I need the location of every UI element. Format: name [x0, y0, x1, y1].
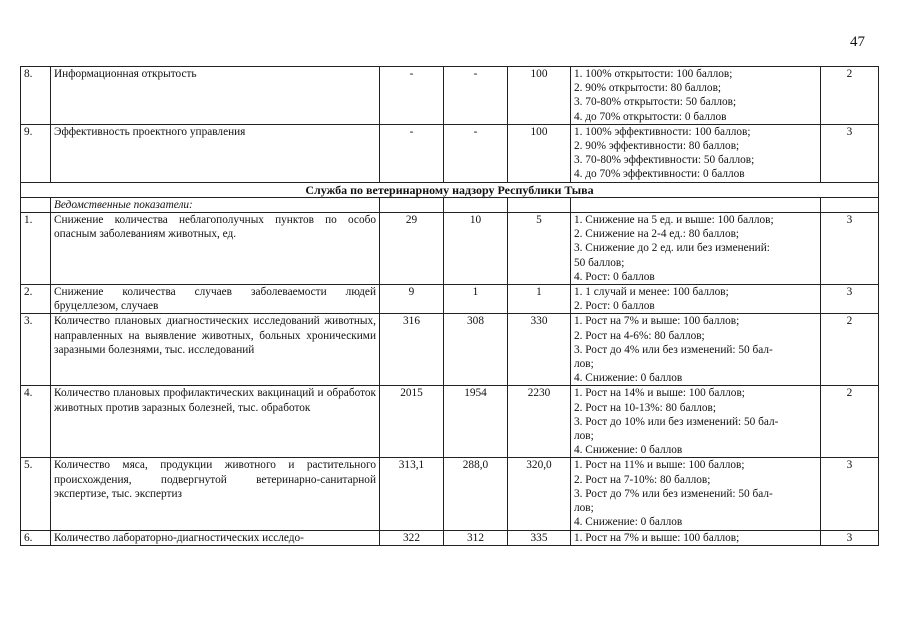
subheading-empty-cell — [571, 197, 821, 212]
criteria-line: 4. Рост: 0 баллов — [574, 270, 655, 283]
table-row — [21, 458, 879, 530]
value-1: 316 — [380, 314, 444, 386]
weight-value: 3 — [821, 458, 879, 530]
value-2: 10 — [444, 213, 508, 285]
criteria-line: 3. Снижение до 2 ед. или без изменений: — [574, 242, 770, 255]
criteria-line: 50 баллов; — [574, 256, 625, 269]
section-header-row — [21, 182, 879, 197]
section-title: Служба по ветеринарному надзору Республики Тыва — [21, 182, 879, 197]
indicator-name: Эффективность проектного управления — [51, 124, 380, 182]
criteria-line: 2. 90% открытости: 80 баллов; — [574, 82, 722, 95]
row-number: 4. — [21, 386, 51, 458]
criteria-line: 4. до 70% открытости: 0 баллов — [574, 110, 727, 123]
weight-value: 3 — [821, 213, 879, 285]
criteria-line: 4. Снижение: 0 баллов — [574, 372, 683, 385]
subheading-num-cell — [21, 197, 51, 212]
criteria-line: 2. Рост на 4-6%: 80 баллов; — [574, 329, 705, 342]
criteria-line: 4. Снижение: 0 баллов — [574, 516, 683, 529]
page-number: 47 — [850, 34, 865, 50]
criteria-line: лов; — [574, 502, 594, 515]
indicators-table — [20, 66, 879, 546]
subheading: Ведомственные показатели: — [51, 197, 380, 212]
value-3: 2230 — [508, 386, 571, 458]
indicator-name: Количество лабораторно-диагностических исследо- — [51, 530, 380, 545]
weight-value: 3 — [821, 124, 879, 182]
subheading-row — [21, 197, 879, 212]
value-2: - — [444, 67, 508, 125]
value-1: 322 — [380, 530, 444, 545]
criteria-line: 2. 90% эффективности: 80 баллов; — [574, 140, 740, 153]
weight-value: 2 — [821, 67, 879, 125]
subheading-empty-cell — [508, 197, 571, 212]
subheading-empty-cell — [444, 197, 508, 212]
value-1: - — [380, 67, 444, 125]
criteria-cell — [571, 386, 821, 458]
row-number: 6. — [21, 530, 51, 545]
value-1: 2015 — [380, 386, 444, 458]
value-3: 100 — [508, 124, 571, 182]
subheading-empty-cell — [821, 197, 879, 212]
criteria-line: 4. Снижение: 0 баллов — [574, 444, 683, 457]
criteria-cell — [571, 285, 821, 314]
criteria-line: 1. 100% эффективности: 100 баллов; — [574, 125, 751, 138]
table-row — [21, 386, 879, 458]
value-1: 29 — [380, 213, 444, 285]
value-2: 312 — [444, 530, 508, 545]
row-number: 3. — [21, 314, 51, 386]
value-3: 1 — [508, 285, 571, 314]
criteria-line: лов; — [574, 358, 594, 371]
indicator-name: Количество плановых диагностических исследований животных, направленных на выявление животных, больных хроническими заразными болезнями, тыс. исследований — [51, 314, 380, 386]
table-row — [21, 124, 879, 182]
criteria-line: лов; — [574, 430, 594, 443]
indicator-name: Количество плановых профилактических вакцинаций и обработок животных против заразных болезней, тыс. обработок — [51, 386, 380, 458]
row-number: 5. — [21, 458, 51, 530]
indicator-name: Количество мяса, продукции животного и растительного происхождения, подвергнутой ветеринарно-санитарной экспертизе, тыс. экспертиз — [51, 458, 380, 530]
criteria-line: 2. Рост на 10-13%: 80 баллов; — [574, 401, 716, 414]
row-number: 9. — [21, 124, 51, 182]
value-2: 308 — [444, 314, 508, 386]
indicator-name: Информационная открытость — [51, 67, 380, 125]
value-3: 320,0 — [508, 458, 571, 530]
criteria-line: 2. Рост на 7-10%: 80 баллов; — [574, 473, 711, 486]
criteria-line: 1. Снижение на 5 ед. и выше: 100 баллов; — [574, 214, 774, 227]
value-1: 9 — [380, 285, 444, 314]
row-number: 1. — [21, 213, 51, 285]
criteria-line: 4. до 70% эффективности: 0 баллов — [574, 168, 745, 181]
criteria-line: 2. Снижение на 2-4 ед.: 80 баллов; — [574, 228, 740, 241]
value-3: 330 — [508, 314, 571, 386]
row-number: 8. — [21, 67, 51, 125]
value-2: 1 — [444, 285, 508, 314]
value-2: - — [444, 124, 508, 182]
criteria-cell — [571, 67, 821, 125]
criteria-line: 1. Рост на 7% и выше: 100 баллов; — [574, 315, 740, 328]
criteria-cell — [571, 530, 821, 545]
value-3: 335 — [508, 530, 571, 545]
criteria-line: 3. Рост до 7% или без изменений: 50 бал- — [574, 487, 773, 500]
criteria-line: 1. Рост на 14% и выше: 100 баллов; — [574, 387, 745, 400]
criteria-line: 3. Рост до 10% или без изменений: 50 бал- — [574, 415, 779, 428]
weight-value: 2 — [821, 386, 879, 458]
criteria-cell — [571, 124, 821, 182]
table-row — [21, 67, 879, 125]
criteria-cell — [571, 314, 821, 386]
value-2: 288,0 — [444, 458, 508, 530]
criteria-line: 3. Рост до 4% или без изменений: 50 бал- — [574, 343, 773, 356]
indicator-name: Снижение количества неблагополучных пунктов по особо опасным заболеваниям животных, ед. — [51, 213, 380, 285]
value-1: 313,1 — [380, 458, 444, 530]
value-1: - — [380, 124, 444, 182]
criteria-line: 3. 70-80% открытости: 50 баллов; — [574, 96, 737, 109]
weight-value: 2 — [821, 314, 879, 386]
weight-value: 3 — [821, 530, 879, 545]
criteria-line: 1. Рост на 7% и выше: 100 баллов; — [574, 531, 740, 544]
table-row — [21, 285, 879, 314]
value-2: 1954 — [444, 386, 508, 458]
criteria-line: 1. Рост на 11% и выше: 100 баллов; — [574, 459, 745, 472]
criteria-cell — [571, 458, 821, 530]
row-number: 2. — [21, 285, 51, 314]
criteria-line: 2. Рост: 0 баллов — [574, 300, 655, 313]
criteria-cell — [571, 213, 821, 285]
value-3: 5 — [508, 213, 571, 285]
table-row — [21, 530, 879, 545]
subheading-empty-cell — [380, 197, 444, 212]
table-row — [21, 213, 879, 285]
criteria-line: 1. 1 случай и менее: 100 баллов; — [574, 286, 729, 299]
weight-value: 3 — [821, 285, 879, 314]
criteria-line: 3. 70-80% эффективности: 50 баллов; — [574, 154, 755, 167]
criteria-line: 1. 100% открытости: 100 баллов; — [574, 68, 733, 80]
value-3: 100 — [508, 67, 571, 125]
table-row — [21, 314, 879, 386]
indicator-name: Снижение количества случаев заболеваемости людей бруцеллезом, случаев — [51, 285, 380, 314]
